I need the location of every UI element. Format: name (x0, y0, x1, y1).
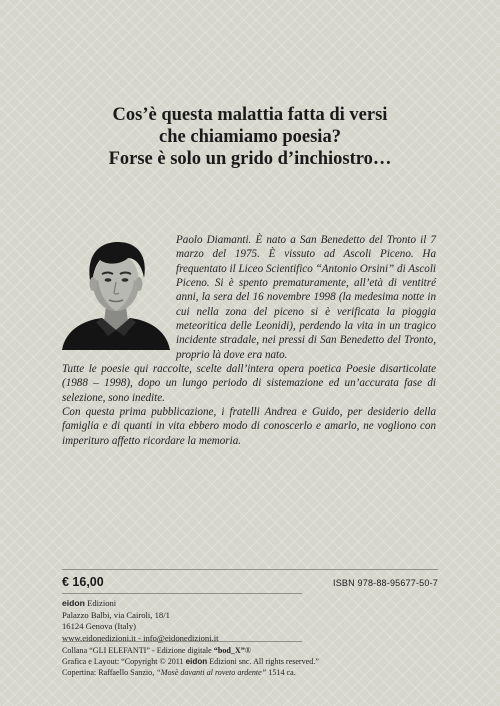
publisher-logo-text: eidon (62, 598, 85, 608)
publisher-address: Palazzo Balbi, via Cairoli, 18/1 (62, 609, 170, 620)
headline-line-2: che chiamiamo poesia? (159, 127, 341, 147)
copertina-work: “Mosè davanti al roveto ardente” (156, 668, 267, 677)
edition-tag: “bod_X” (213, 646, 245, 655)
biography-paragraph-1: Paolo Diamanti. È nato a San Benedetto del Tronto il 7 marzo del 1975. È vissuto ad Ascoli Piceno. Ha frequentato il Liceo Scientifico “Antonio Orsini” di Ascoli Piceno. Si è spento prematuramente, all’età di ventitré anni, la sera del 16 novembre 1998 (la medesima notte in cui nella zona del piceno si è verificata la pioggia meteoritica delle Leonidi), perdendo la vita in un tragico incidente stradale, nei pressi di San Benedetto del Tronto, proprio là dove era nato. (176, 234, 436, 361)
biography-paragraph-3: Con questa prima pubblicazione, i fratelli Andrea e Guido, per desiderio della famiglia e di quanti in vita ebbero modo di conoscerlo e amarlo, ne vogliono con imperituro affetto ricordare la memoria. (62, 406, 436, 447)
grafica-brand: eidon (185, 657, 208, 666)
grafica-line (62, 656, 319, 667)
publisher-city: 16124 Genova (Italy) (62, 621, 136, 632)
author-portrait (62, 236, 170, 350)
headline-quote (40, 104, 460, 170)
credits (62, 645, 319, 678)
publisher-name-suffix: Edizioni (84, 598, 117, 608)
grafica-prefix: Grafica e Layout: “Copyright © 2011 (62, 657, 186, 666)
price: € 16,00 (62, 575, 104, 589)
publisher-contact: www.eidonedizioni.it - info@eidonedizioni.it (62, 633, 219, 644)
publisher-info (62, 598, 219, 645)
isbn: ISBN 978-88-95677-50-7 (333, 578, 438, 588)
author-biography (62, 233, 436, 448)
headline-line-3: Forse è solo un grido d’inchiostro… (108, 149, 392, 169)
copertina-year: 1514 ca. (266, 668, 296, 677)
collana-line (62, 645, 319, 656)
collana-prefix: Collana “GLI ELEFANTI” - Edizione digitale (62, 646, 214, 655)
grafica-suffix: Edizioni snc. All rights reserved.” (207, 657, 319, 666)
biography-paragraph-2: Tutte le poesie qui raccolte, scelte dall’intera opera poetica Poesie disarticolate (1988 – 1998), dopo un lungo periodo di sistemazione ed un’accurata fase di selezione, sono inedite. (62, 363, 436, 404)
registered-mark: ® (244, 646, 251, 655)
credits-divider (62, 641, 302, 642)
copertina-prefix: Copertina: Raffaello Sanzio, (62, 668, 157, 677)
headline-line-1: Cos’è questa malattia fatta di versi (112, 105, 388, 125)
publisher-name-line (62, 598, 219, 610)
copertina-line (62, 667, 319, 678)
top-divider (62, 569, 438, 570)
price-divider (62, 593, 302, 594)
